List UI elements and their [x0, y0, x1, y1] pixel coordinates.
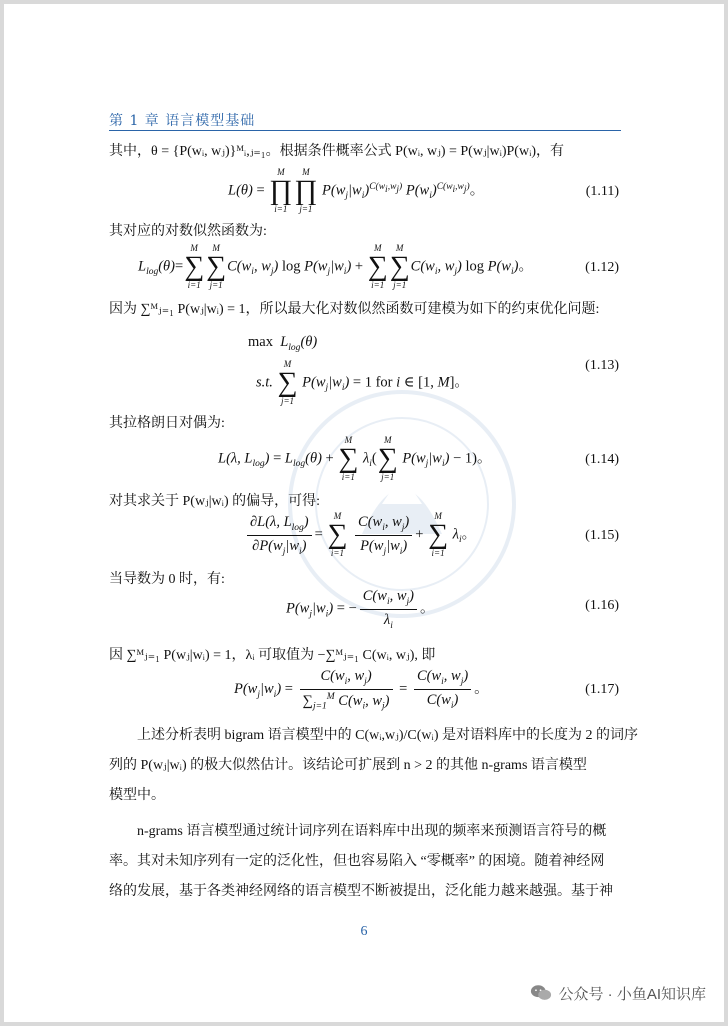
equation-1-11: L(θ) = M ∏ i=1 M ∏ j=1 $P(w_j|w_i)^{C(w_i,w_j)}$ $P(w_i)^{C(w_i,w_j)}$。	[228, 167, 485, 214]
paragraph-5: 对其求关于 P(wⱼ|wᵢ) 的偏导，可得:	[109, 494, 321, 509]
paragraph-8-line-2: 列的 P(wⱼ|wᵢ) 的极大似然估计。该结论可扩展到 n > 2 的其他 n-grams 语言模型	[109, 758, 587, 773]
equation-1-13-constraint: s.t. M ∑ j=1 $P(w_j|w_i) = 1$ for i ∈ [1, M]。	[256, 359, 469, 406]
paragraph-1: 其中，θ = {P(wᵢ, wⱼ)}ᴹᵢ,ⱼ₌₁。根据条件概率公式 P(wᵢ, wⱼ) = P(wⱼ|wᵢ)P(wᵢ)，有	[109, 144, 565, 159]
paragraph-8-line-3: 模型中。	[109, 788, 165, 803]
page-number: 6	[360, 924, 368, 939]
chapter-header: 第 1 章 语言模型基础	[109, 110, 621, 131]
paragraph-9-line-1: n-grams 语言模型通过统计词序列在语料库中出现的频率来预测语言符号的概	[137, 824, 607, 839]
wechat-icon	[530, 982, 552, 1004]
paragraph-8-line-1: 上述分析表明 bigram 语言模型中的 C(wᵢ,wⱼ)/C(wᵢ) 是对语料库中的长度为 2 的词序	[137, 728, 638, 743]
paragraph-6: 当导数为 0 时，有:	[109, 572, 225, 587]
equation-number: (1.15)	[585, 528, 619, 543]
document-page	[4, 4, 724, 1022]
paragraph-9-line-3: 络的发展，基于各类神经网络的语言模型不断被提出，泛化能力越来越强。基于神	[109, 884, 613, 899]
equation-1-15: $\frac{\partial L(\lambda, L_{log})}{\partial P(w_j|w_i)}$ = M ∑ i=1 $\frac{C(w_i, w_j)}{P(w_j|w_i)}$ + M ∑ i=1 $\lambda_i$。	[244, 512, 476, 558]
wechat-watermark	[530, 982, 706, 1004]
equation-1-17: $P(w_j|w_i)$ = $\frac{C(w_i, w_j)}{\sum_{j=1}^M C(w_i, w_j)}$ = $\frac{C(w_i, w_j)}{C(w_i)}$ 。	[234, 668, 489, 712]
paragraph-3: 因为 ∑ᴹⱼ₌₁ P(wⱼ|wᵢ) = 1，所以最大化对数似然函数可建模为如下的约束优化问题:	[109, 302, 600, 317]
equation-number: (1.12)	[585, 260, 619, 275]
equation-number: (1.13)	[585, 358, 619, 373]
equation-1-13-objective: $\max L_{log}(\theta)$	[248, 334, 318, 353]
equation-1-14: L(λ, $L_{log}) = L_{log}(\theta)$ + M ∑ i=1 $\lambda_i$( M ∑ j=1 $P(w_j|w_i) - 1$)。	[218, 435, 492, 482]
watermark-text: 公众号 · 小鱼AI知识库	[558, 985, 706, 1003]
equation-number: (1.11)	[585, 184, 619, 199]
paragraph-4: 其拉格朗日对偶为:	[109, 416, 225, 431]
paragraph-7: 因 ∑ᴹⱼ₌₁ P(wⱼ|wᵢ) = 1，λᵢ 可取值为 −∑ᴹⱼ₌₁ C(wᵢ, wⱼ), 即	[109, 648, 436, 663]
equation-1-12: $L_{log}(\theta)=$ M ∑ i=1 M ∑ j=1 $C(w_i$, $w_j$) $\log P(w_j|w_i)$ + M ∑ i=1 M ∑ j=1 $C(w_i$, $w_j$) $\log P(w_i)$。	[138, 243, 533, 290]
equation-1-16: $P(w_j|w_i)$ = − $\frac{C(w_i, w_j)}{\lambda_i}$ 。	[286, 588, 435, 631]
equation-number: (1.16)	[585, 598, 619, 613]
equation-number: (1.17)	[585, 682, 619, 697]
paragraph-2: 其对应的对数似然函数为:	[109, 224, 267, 239]
equation-number: (1.14)	[585, 452, 619, 467]
paragraph-9-line-2: 率。其对未知序列有一定的泛化性，但也容易陷入 “零概率” 的困境。随着神经网	[109, 854, 605, 869]
